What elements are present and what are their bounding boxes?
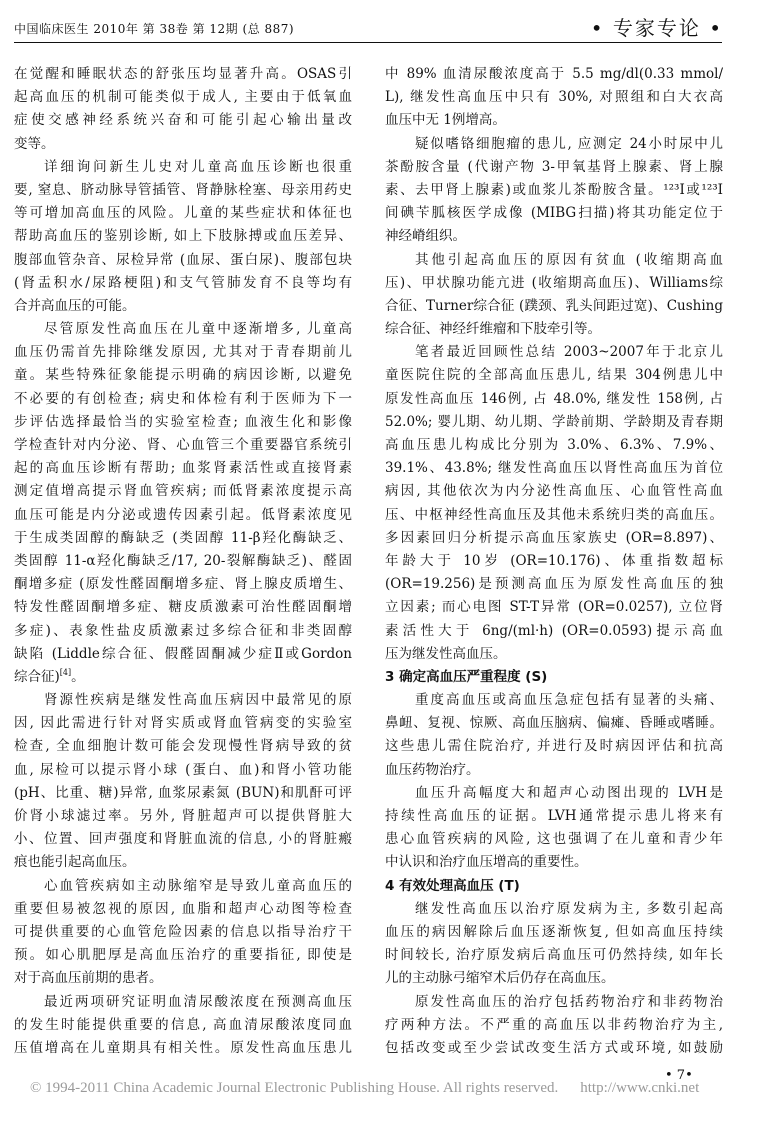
paragraph-line: 血压仍需首先排除继发原因, 尤其对于青春期前儿 bbox=[14, 344, 352, 361]
paragraph-line: 最近两项研究证明血清尿酸浓度在预测高血压 bbox=[44, 993, 352, 1010]
paragraph-line: 压)、甲状腺功能亢进 (收缩期高血压)、Williams综 bbox=[385, 274, 723, 291]
paragraph-line: 素、去甲肾上腺素)或血浆儿茶酚胺含量。¹²³I或¹²³I bbox=[385, 181, 723, 198]
paragraph-line: 时间较长, 治疗原发病后高血压可仍然持续, 如年长 bbox=[385, 947, 723, 964]
paragraph-line: 病因, 其他依次为内分泌性高血压、心血管性高血 bbox=[385, 483, 723, 500]
paragraph-line: 要, 窒息、脐动脉导管插管、肾静脉栓塞、母亲用药史 bbox=[14, 181, 352, 198]
paragraph-line: (肾盂积水/尿路梗阻)和支气管肺发育不良等均有 bbox=[14, 274, 352, 291]
paragraph-line: 价肾小球滤过率。另外, 肾脏超声可以提供肾脏大 bbox=[14, 808, 352, 824]
paragraph-line: 疗两种方法。不严重的高血压以非药物治疗为主, bbox=[385, 1016, 723, 1033]
paragraph-line: 童。某些特殊征象能提示明确的病因诊断, 以避免 bbox=[14, 367, 352, 384]
paragraph-line: (pH、比重、糖)异常, 血浆尿素氮 (BUN)和肌酐可评 bbox=[14, 784, 352, 801]
paragraph-line: 肾源性疾病是继发性高血压病因中最常见的原 bbox=[44, 692, 352, 709]
paragraph-line: 儿的主动脉弓缩窄术后仍存在高血压。 bbox=[385, 970, 615, 987]
paragraph-line: 重度高血压或高血压急症包括有显著的头痛、 bbox=[415, 692, 723, 709]
paragraph-line: 不必要的有创检查; 病史和体检有利于医师为下一 bbox=[14, 390, 352, 407]
paragraph-line: 步评估选择最恰当的实验室检查; 血液生化和影像 bbox=[14, 413, 352, 430]
paragraph-line: 血压的病因解除后血压逐渐恢复, 但如高血压持续 bbox=[385, 923, 723, 940]
paragraph-line: 间碘苄胍核医学成像 (MIBG扫描)将其功能定位于 bbox=[385, 205, 723, 222]
header-rule bbox=[14, 42, 722, 43]
paragraph-line: 血压升高幅度大和超声心动图出现的 LVH是 bbox=[415, 784, 723, 801]
paragraph-line: 因, 因此需进行针对肾实质或肾血管病变的实验室 bbox=[14, 715, 352, 732]
paragraph-line: 详细询问新生儿史对儿童高血压诊断也很重 bbox=[44, 158, 352, 175]
section-title: • 专家专论 • bbox=[590, 16, 723, 40]
paragraph-line: 特发性醛固酮增多症、糖皮质激素可治性醛固酮增 bbox=[14, 599, 352, 616]
paragraph-line: 痕也能引起高血压。 bbox=[14, 854, 136, 871]
paragraph-line: 学检查针对内分泌、肾、心血管三个重要器官系统引 bbox=[14, 437, 352, 453]
paragraph-line: 原发性高血压的治疗包括药物治疗和非药物治 bbox=[415, 993, 723, 1010]
copyright-text: © 1994-2011 China Academic Journal Electronic Publishing House. All rights reserved. bbox=[30, 1080, 559, 1096]
paragraph-line: 于生成类固醇的酶缺乏 (类固醇 11-β羟化酶缺乏、 bbox=[14, 529, 352, 546]
paragraph-line: 这些患儿需住院治疗, 并进行及时病因评估和抗高 bbox=[385, 738, 723, 755]
paragraph-line: 检查, 全血细胞计数可能会发现慢性肾病导致的贫 bbox=[14, 738, 352, 755]
paragraph-line: 血压中无 1例增高。 bbox=[385, 112, 506, 129]
paragraph-line: 起的高血压诊断有帮助; 血浆肾素活性或直接肾素 bbox=[14, 460, 352, 477]
paragraph-line: 血压可能是内分泌或遗传因素引起。低肾素浓度见 bbox=[14, 506, 352, 523]
paragraph-line: 缺陷 (Liddle综合征、假醛固酮减少症Ⅱ或Gordon bbox=[14, 645, 352, 662]
paragraph-line: 酮增多症 (原发性醛固酮增多症、肾上腺皮质增生、 bbox=[14, 576, 352, 593]
paragraph-line bbox=[14, 666, 352, 689]
paragraph-line: 合并高血压的可能。 bbox=[14, 297, 136, 314]
paragraph-line: 心血管疾病如主动脉缩窄是导致儿童高血压的 bbox=[44, 877, 352, 894]
paragraph-line: 多症)、表象性盐皮质激素过多综合征和非类固醇 bbox=[14, 622, 352, 639]
paragraph-line: 小、位置、回声强度和肾脏血流的信息, 小的肾脏瘢 bbox=[14, 831, 352, 848]
paragraph-line: 预。如心肌肥厚是高血压治疗的重要指征, 即使是 bbox=[14, 947, 352, 964]
paragraph-line: 血压药物治疗。 bbox=[385, 761, 480, 778]
running-header-journal: 中国临床医生 2010年 第 38卷 第 12期 (总 887) bbox=[14, 22, 295, 36]
paragraph-line: 原发性高血压 146例, 占 48.0%, 继发性 158例, 占 bbox=[385, 390, 723, 407]
paragraph-line: 年龄大于 10岁 (OR=10.176)、体重指数超标 bbox=[385, 552, 723, 569]
section-heading: 3 确定高血压严重程度 (S) bbox=[385, 668, 548, 685]
paragraph-line: 童医院住院的全部高血压患儿, 结果 304例患儿中 bbox=[385, 367, 723, 384]
paragraph-line: 中 89% 血清尿酸浓度高于 5.5 mg/dl(0.33 mmol/ bbox=[385, 66, 723, 82]
paragraph-line: 的发生时能提供重要的信息, 高血清尿酸浓度同血 bbox=[14, 1016, 352, 1033]
paragraph-line: 压值增高在儿童期具有相关性。原发性高血压患儿 bbox=[14, 1039, 352, 1056]
paragraph-line: 在觉醒和睡眠状态的舒张压均显著升高。OSAS引 bbox=[14, 66, 352, 82]
paragraph-line: 可提供重要的心血管危险因素的信息以指导治疗干 bbox=[14, 923, 352, 940]
paragraph-line: 压、中枢神经性高血压及其他未系统归类的高血压。 bbox=[385, 506, 723, 523]
paragraph-line: 变等。 bbox=[14, 135, 55, 152]
paragraph-line: L), 继发性高血压中只有 30%, 对照组和白大衣高 bbox=[385, 89, 723, 106]
footer-url: http://www.cnki.net bbox=[580, 1080, 700, 1096]
right-column bbox=[385, 63, 723, 1060]
paragraph-line: 合征、Turner综合征 (蹼颈、乳头间距过宽)、Cushing bbox=[385, 297, 723, 314]
section-heading: 4 有效处理高血压 (T) bbox=[385, 877, 520, 894]
paragraph-line: 包括改变或至少尝试改变生活方式或环境, 如鼓励 bbox=[385, 1039, 723, 1056]
page-number: • 7• bbox=[665, 1068, 693, 1083]
paragraph-line: 对于高血压前期的患者。 bbox=[14, 970, 163, 987]
paragraph-line: 帮助高血压的鉴别诊断, 如上下肢脉搏或血压差异、 bbox=[14, 228, 352, 245]
paragraph-line: 尽管原发性高血压在儿童中逐渐增多, 儿童高 bbox=[44, 321, 352, 338]
paragraph-line: 综合征、神经纤维瘤和下肢牵引等。 bbox=[385, 321, 601, 338]
paragraph-line: 神经嵴组织。 bbox=[385, 228, 466, 245]
citation-reference[interactable]: [4] bbox=[59, 667, 72, 677]
paragraph-line: 继发性高血压以治疗原发病为主, 多数引起高 bbox=[415, 900, 723, 917]
paragraph-line: 等可增加高血压的风险。儿童的某些症状和体征也 bbox=[14, 205, 352, 222]
left-column bbox=[14, 63, 352, 1060]
paragraph-line: 类固醇 11-α羟化酶缺乏/17, 20-裂解酶缺乏)、醛固 bbox=[14, 552, 352, 569]
paragraph-line: 高血压患儿构成比分别为 3.0%、6.3%、7.9%、 bbox=[385, 437, 723, 453]
paragraph-line: 疑似嗜铬细胞瘤的患儿, 应测定 24小时尿中儿 bbox=[415, 135, 723, 152]
paragraph-line: 起高血压的机制可能类似于成人, 主要由于低氧血 bbox=[14, 89, 352, 106]
paragraph-line: 素活性大于 6ng/(ml·h) (OR=0.0593)提示高血 bbox=[385, 622, 723, 639]
paragraph-line: 症使交感神经系统兴奋和可能引起心输出量改 bbox=[14, 112, 352, 129]
paragraph-line: 52.0%; 婴儿期、幼儿期、学龄前期、学龄期及青春期 bbox=[385, 413, 723, 430]
paragraph-line: (OR=19.256)是预测高血压为原发性高血压的独 bbox=[385, 576, 723, 593]
paragraph-line: 茶酚胺含量 (代谢产物 3-甲氧基肾上腺素、肾上腺 bbox=[385, 158, 723, 175]
paragraph-line: 立因素; 而心电图 ST-T异常 (OR=0.0257), 立位肾 bbox=[385, 599, 723, 616]
paragraph-line: 39.1%、43.8%; 继发性高血压以肾性高血压为首位 bbox=[385, 460, 723, 477]
paragraph-line: 血, 尿检可以提示肾小球 (蛋白、血)和肾小管功能 bbox=[14, 761, 352, 778]
paragraph-line: 重要但易被忽视的原因, 血脂和超声心动图等检查 bbox=[14, 900, 352, 917]
paragraph-line: 中认识和治疗血压增高的重要性。 bbox=[385, 854, 588, 871]
paragraph-line: 笔者最近回顾性总结 2003~2007年于北京儿 bbox=[415, 344, 723, 361]
line-text: 。 bbox=[71, 668, 85, 685]
paragraph-line: 患心血管疾病的风险, 这也强调了在儿童和青少年 bbox=[385, 831, 723, 848]
copyright-footer bbox=[30, 1080, 699, 1097]
paragraph-line: 腹部血管杂音、尿检异常 (血尿、蛋白尿)、腹部包块 bbox=[14, 251, 352, 268]
line-text: 综合征) bbox=[14, 668, 60, 685]
paragraph-line: 其他引起高血压的原因有贫血 (收缩期高血 bbox=[415, 251, 723, 268]
paragraph-line: 鼻衄、复视、惊厥、高血压脑病、偏瘫、昏睡或嗜睡。 bbox=[385, 715, 723, 732]
paragraph-line: 压为继发性高血压。 bbox=[385, 645, 507, 662]
paragraph-line: 测定值增高提示肾血管疾病; 而低肾素浓度提示高 bbox=[14, 483, 352, 500]
paragraph-line: 多因素回归分析提示高血压家族史 (OR=8.897)、 bbox=[385, 529, 723, 546]
paragraph-line: 持续性高血压的证据。LVH通常提示患儿将来有 bbox=[385, 808, 723, 824]
